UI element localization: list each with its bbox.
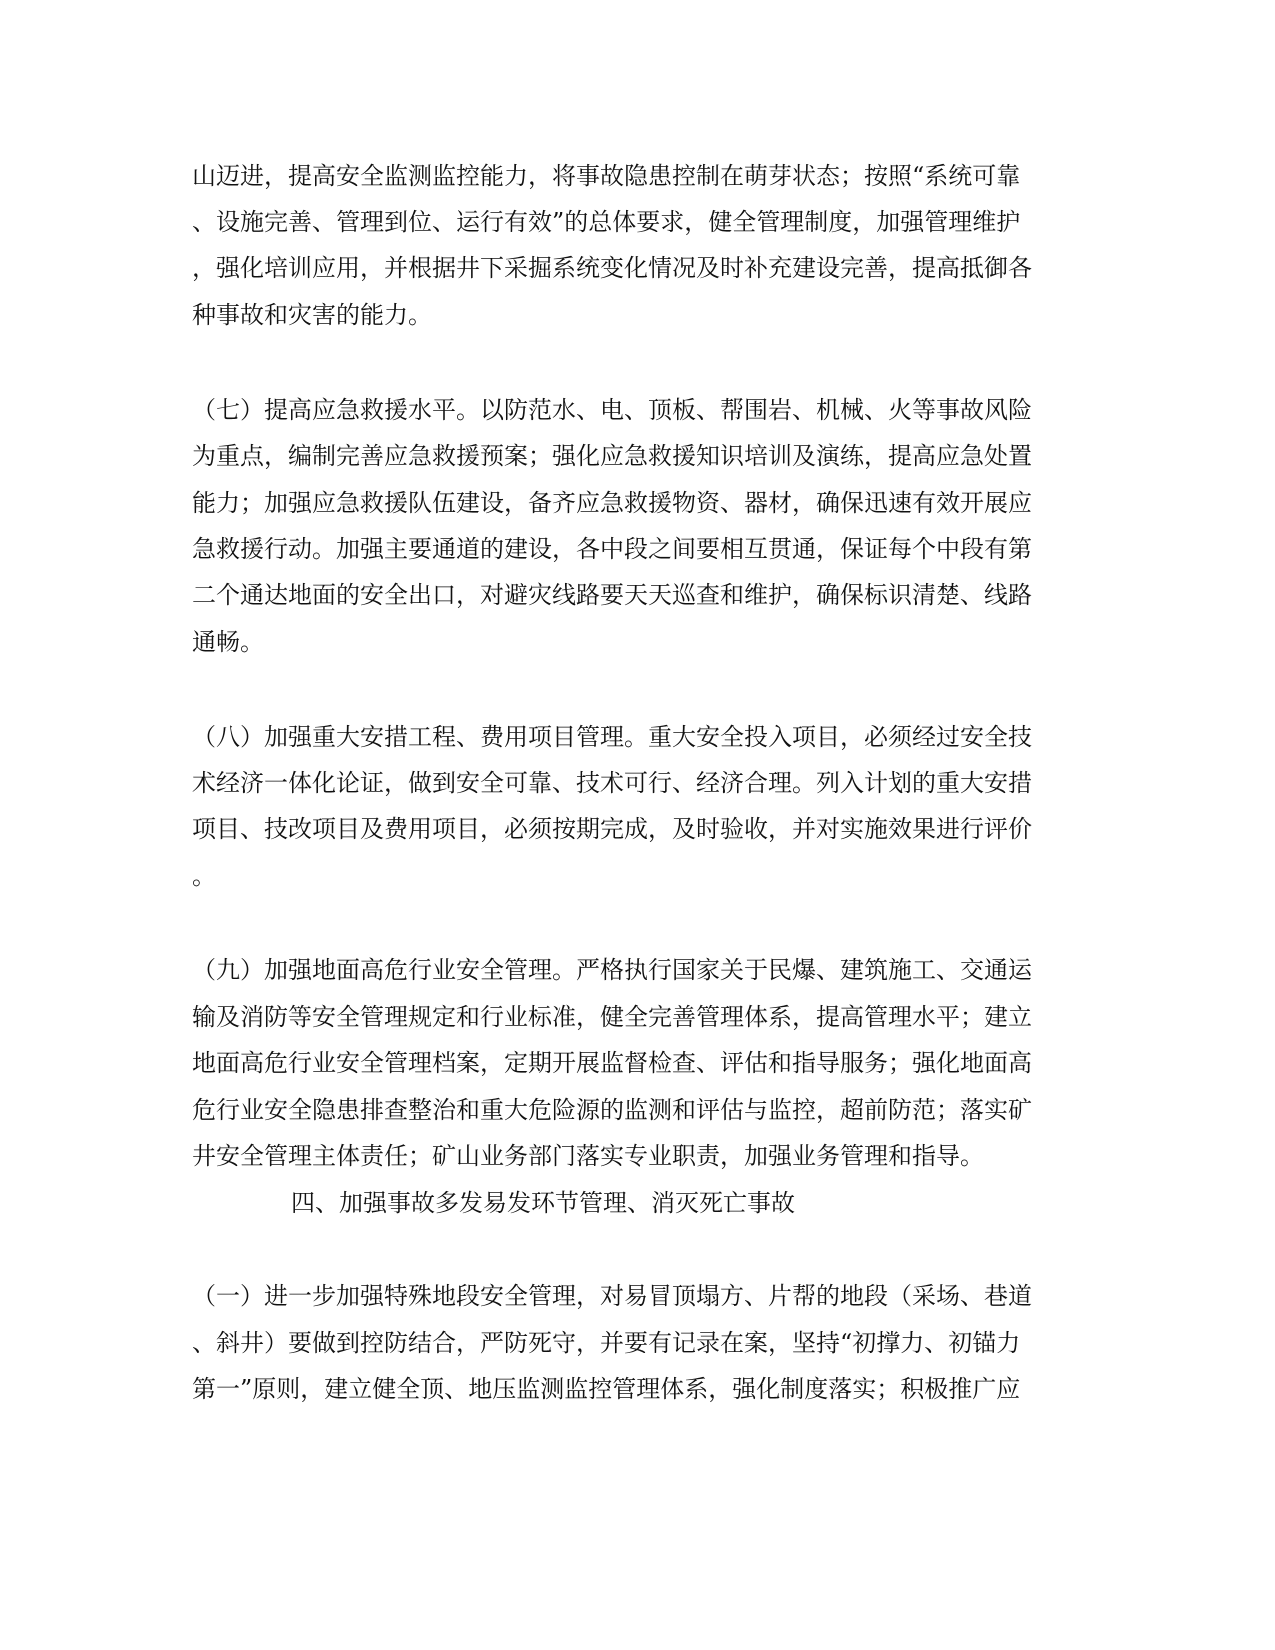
text-line: 输及消防等安全管理规定和行业标准，健全完善管理体系，提高管理水平；建立 [192, 1003, 1032, 1031]
text-line: 为重点，编制完善应急救援预案；强化应急救援知识培训及演练，提高应急处置 [192, 442, 1032, 470]
text-line: （九）加强地面高危行业安全管理。严格执行国家关于民爆、建筑施工、交通运 [192, 956, 1032, 984]
text-line: 、斜井）要做到控防结合，严防死守，并要有记录在案，坚持“初撑力、初锚力 [192, 1329, 1021, 1357]
text-line: 山迈进，提高安全监测监控能力，将事故隐患控制在萌芽状态；按照“系统可靠 [192, 162, 1021, 190]
text-line: 井安全管理主体责任；矿山业务部门落实专业职责，加强业务管理和指导。 [192, 1142, 984, 1170]
text-line: 。 [192, 862, 216, 890]
text-line: 二个通达地面的安全出口，对避灾线路要天天巡查和维护，确保标识清楚、线路 [192, 581, 1032, 609]
text-line: ，强化培训应用，并根据井下采掘系统变化情况及时补充建设完善，提高抵御各 [192, 254, 1032, 282]
text-line: 急救援行动。加强主要通道的建设，各中段之间要相互贯通，保证每个中段有第 [192, 535, 1032, 563]
text-line: 术经济一体化论证，做到安全可靠、技术可行、经济合理。列入计划的重大安措 [192, 769, 1032, 797]
text-line: （一）进一步加强特殊地段安全管理，对易冒顶塌方、片帮的地段（采场、巷道 [192, 1282, 1032, 1310]
text-line: （七）提高应急救援水平。以防范水、电、顶板、帮围岩、机械、火等事故风险 [192, 396, 1032, 424]
text-line: （八）加强重大安措工程、费用项目管理。重大安全投入项目，必须经过安全技 [192, 723, 1032, 751]
text-line: 地面高危行业安全管理档案，定期开展监督检查、评估和指导服务；强化地面高 [192, 1049, 1032, 1077]
text-line: 种事故和灾害的能力。 [192, 301, 432, 329]
text-line: 能力；加强应急救援队伍建设，备齐应急救援物资、器材，确保迅速有效开展应 [192, 489, 1032, 517]
section-heading: 四、加强事故多发易发环节管理、消灭死亡事故 [291, 1189, 795, 1217]
text-line: 、设施完善、管理到位、运行有效”的总体要求，健全管理制度，加强管理维护 [192, 208, 1021, 236]
text-line: 第一”原则，建立健全顶、地压监测监控管理体系，强化制度落实；积极推广应 [192, 1375, 1021, 1403]
text-line: 通畅。 [192, 628, 264, 656]
text-line: 项目、技改项目及费用项目，必须按期完成，及时验收，并对实施效果进行评价 [192, 815, 1032, 843]
text-line: 危行业安全隐患排查整治和重大危险源的监测和评估与监控，超前防范；落实矿 [192, 1096, 1032, 1124]
